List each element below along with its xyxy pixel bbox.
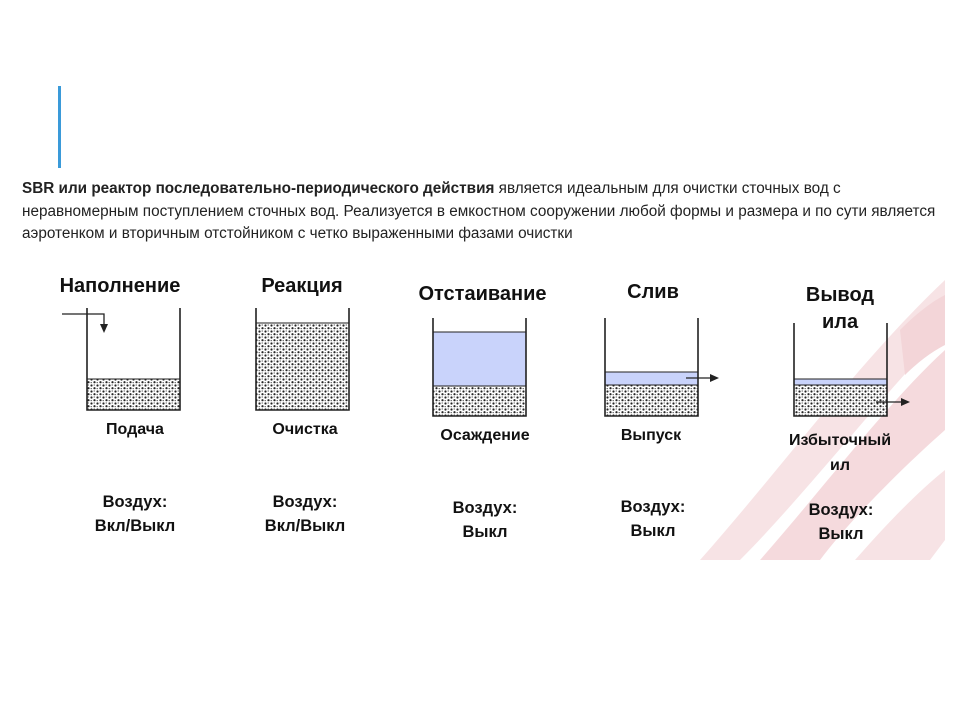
phase-sub-decant: Выпуск [620,427,682,444]
phase-air-waste: Воздух: Выкл [808,501,874,543]
phase-air-settle: Воздух: Выкл [452,499,518,541]
sludge-layer [87,379,180,410]
tank-react [256,308,349,410]
phase-air-decant: Воздух: Выкл [620,498,686,540]
phase-sub-settle: Осаждение [440,427,530,444]
clear-water [794,379,887,385]
tank-settle [433,318,526,416]
clear-water [605,372,698,385]
inflow-arrow [62,314,104,326]
intro-bold: SBR или реактор последовательно-периодического действия [22,180,495,197]
clear-water [433,332,526,386]
sludge-layer [605,385,698,416]
phase-sub-waste: Избыточный ил [788,432,892,474]
intro-text: является идеальным для очистки сточных вод с неравномерным поступлением сточных вод. Реализуется в емкостном сооружении любой формы и размера и по сути является аэротенком и вторичным отстойником с четко выраженными фазами очистки [22,180,936,242]
phase-title-decant: Слив [627,281,679,303]
phase-sub-fill: Подача [106,421,164,438]
sludge-layer [433,386,526,416]
tank-decant [605,318,719,416]
phase-air-react: Воздух: Вкл/Выкл [264,493,346,535]
phase-title-react: Реакция [261,275,343,297]
phase-title-waste: Вывод ила [805,284,875,333]
tank-waste [794,323,910,416]
mixed-liquor [256,323,349,410]
tank-fill [62,308,180,410]
phase-title-fill: Наполнение [59,275,181,297]
phase-air-fill: Воздух: Вкл/Выкл [94,493,176,535]
phase-title-settle: Отстаивание [418,283,547,305]
phase-sub-react: Очистка [272,421,338,438]
sludge-layer [794,385,887,416]
